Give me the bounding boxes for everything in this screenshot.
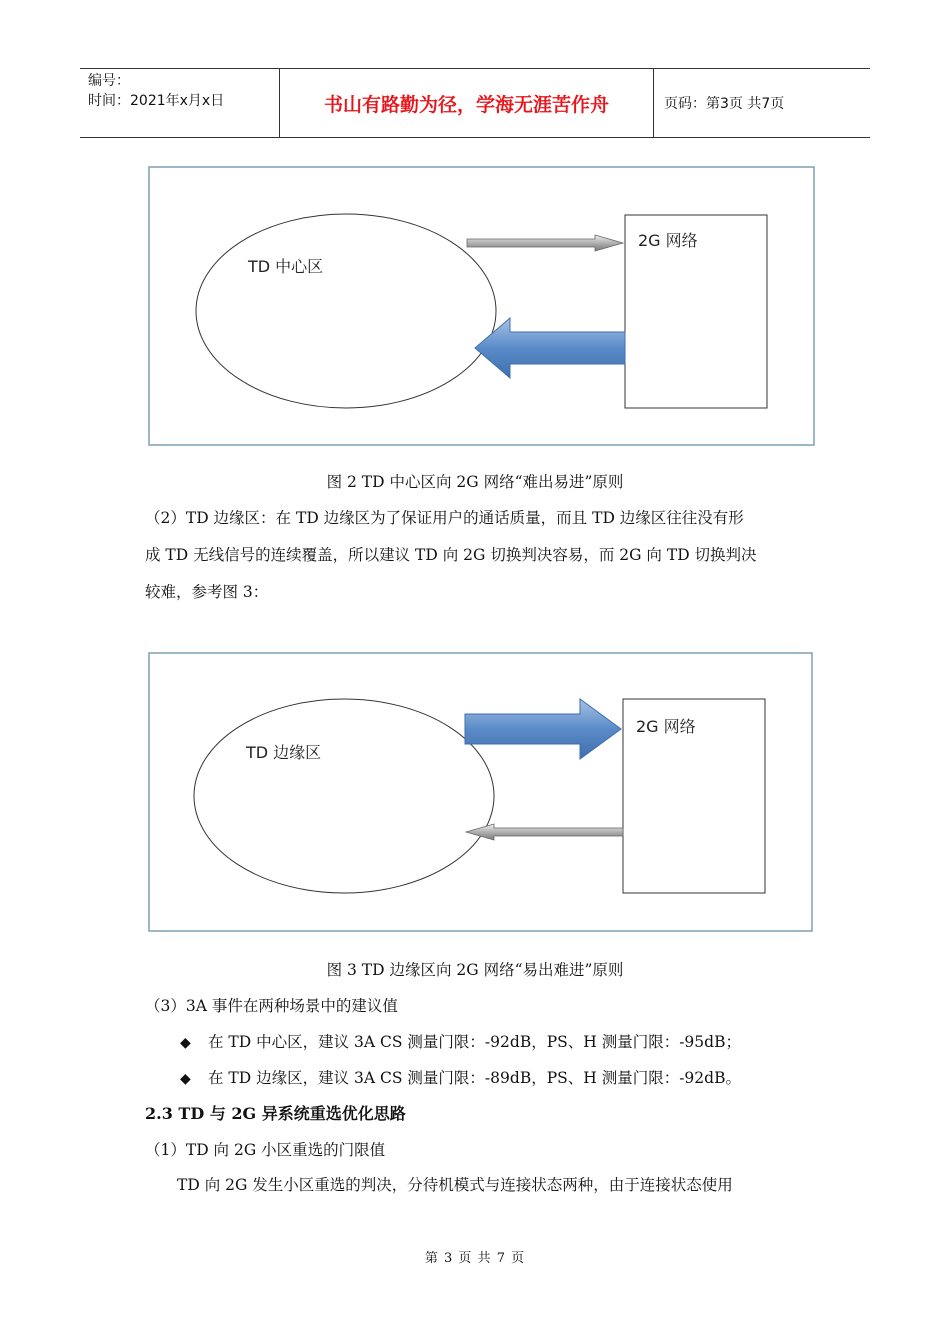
para2-line3: 较难，参考图 3： [145,583,269,601]
diamond-bullet-icon: ◆ [180,1035,191,1051]
diamond-bullet-icon: ◆ [180,1071,191,1087]
section-heading: 2.3 TD 与 2G 异系统重选优化思路 [145,1104,406,1123]
td-center-ellipse [196,214,496,408]
bullet-item [180,1030,741,1052]
bullet-item [180,1066,741,1088]
ellipse-label: TD 中心区 [248,257,324,276]
page-footer: 第 3 页 共 7 页 [424,1251,526,1266]
section-body1: TD 向 2G 发生小区重选的判决，分待机模式与连接状态两种，由于连接状态使用 [177,1176,733,1194]
bullet-text: 在 TD 中心区，建议 3A CS 测量门限：-92dB，PS、H 测量门限：-95dB； [208,1033,741,1051]
header-meta-cell [80,69,280,137]
td-edge-ellipse [194,699,494,893]
figure-2 [148,166,816,448]
bullet-text: 在 TD 边缘区，建议 3A CS 测量门限：-89dB，PS、H 测量门限：-92dB。 [208,1069,741,1087]
header-page-number: 页码：第3页 共7页 [664,96,785,112]
gray-arrow-in [466,824,623,840]
blue-arrow-in [475,318,625,378]
box-label: 2G 网络 [638,231,698,250]
figure-2-caption: 图 2 TD 中心区向 2G 网络“难出易进”原则 [326,473,624,491]
figure-3 [148,652,816,934]
blue-arrow-out [465,699,621,759]
header-date: 时间：2021年x月x日 [88,93,225,109]
para2-line1: （2）TD 边缘区：在 TD 边缘区为了保证用户的通话质量，而且 TD 边缘区往往没有形 [145,509,744,527]
para3-title: （3）3A 事件在两种场景中的建议值 [145,997,398,1015]
gray-arrow-out [467,235,623,251]
box-label: 2G 网络 [636,717,696,736]
para2-line2: 成 TD 无线信号的连续覆盖，所以建议 TD 向 2G 切换判决容易，而 2G 向 TD 切换判决 [145,546,757,564]
header-motto: 书山有路勤为径，学海无涯苦作舟 [280,69,654,137]
page-header [80,68,870,138]
figure-3-caption: 图 3 TD 边缘区向 2G 网络“易出难进”原则 [326,961,624,979]
header-number: 编号： [88,73,130,89]
ellipse-label: TD 边缘区 [246,743,322,762]
section-sub1: （1）TD 向 2G 小区重选的门限值 [145,1141,386,1159]
